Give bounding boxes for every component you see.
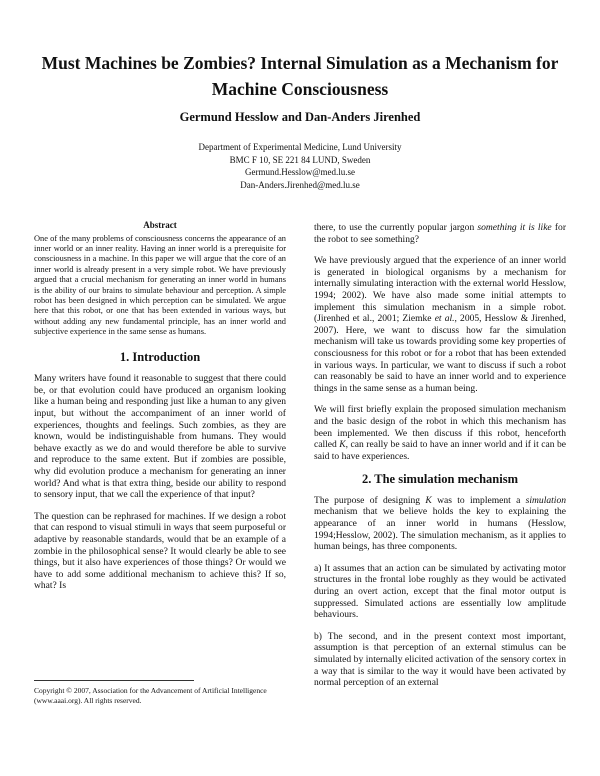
copyright-text: Copyright © 2007, Association for the Advancement of Artificial Intelligence (www.aaai.org). All rights reserved. <box>34 686 267 705</box>
abstract-text: One of the many problems of consciousness concerns the appearance of an inner world or an inner reality. Having an inner world is a prerequisite for consciousness in a machine. In this paper we will argue that the core of an inner world is already present in a very simple robot. We have previously argued that a crucial mechanism for generating an inner world in humans is the ability of our brains to simulate behaviour and perception. A simple robot has been designed in which perception can be simulated. We argue here that this robot, or one that has been extended in various ways, but without adding any new fundamental principle, has an inner world and subjective experience in the same sense as humans. <box>34 233 286 337</box>
footnote-rule <box>34 680 194 681</box>
affiliation-block <box>100 141 500 191</box>
paper-title: Must Machines be Zombies? Internal Simulation as a Mechanism for Machine Consciousness <box>41 53 559 99</box>
left-column <box>34 220 286 602</box>
paragraph: there, to use the currently popular jargon something it is like for the robot to see something? <box>314 222 567 245</box>
paragraph: b) The second, and in the present context most important, assumption is that perception of an external stimulus can be simulated by internally elicited activation of the sensory cortex in a way that is similar to the way it would have been activated by normal perception of an external <box>314 630 566 689</box>
affiliation-line: Department of Experimental Medicine, Lund University <box>198 142 402 152</box>
section-heading-simulation-mechanism: 2. The simulation mechanism <box>361 472 519 487</box>
author-email: Germund.Hesslow@med.lu.se <box>244 167 356 177</box>
paragraph: The purpose of designing K was to implement a simulation mechanism that we believe holds the key to explaining the appearance of an inner world in humans (Hesslow, 1994;Hesslow, 2002). The simulation mechanism, as it applies to human beings, has three components. <box>314 494 566 553</box>
author-email: Dan-Anders.Jirenhed@med.lu.se <box>240 179 360 190</box>
paragraph: The question can be rephrased for machines. If we design a robot that can respond to visual stimuli in ways that seem purposeful or adaptive by reasonable standards, would that be an example of a zombie in the philosophical sense? It would clearly be able to see things, but it also have experiences of those things? Or would we have to add some additional mechanism to achieve this? If so, what? Is <box>34 510 286 592</box>
right-column <box>314 222 566 699</box>
section-heading-introduction: 1. Introduction <box>119 349 201 364</box>
paragraph: a) It assumes that an action can be simulated by activating motor structures in the frontal lobe roughly as they would be activated during an overt action, except that the final motor output is suppressed. Simulated actions are essentially low amplitude behaviours. <box>314 562 566 621</box>
paragraph: Many writers have found it reasonable to suggest that there could be, or that evolution could have produced an organism looking like a human being and responding just like a human to any given input, but without the accompaniment of an inner world of experiences, thoughts and feelings. Such zombies, as they are known, would be indistinguishable from humans. They would behave exactly as we do and would therefore be able to survive and reproduce to the same extent. But if zombies are possible, why did evolution produce a mechanism for generating an inner world? And what is that extra thing, beside our ability to respond to sensory input, that we call the experience of that input? <box>34 373 286 501</box>
authors: Germund Hesslow and Dan-Anders Jirenhed <box>179 110 421 124</box>
paragraph: We will first briefly explain the proposed simulation mechanism and the basic design of the robot in which this mechanism has been implemented. We then discuss if this robot, henceforth called K, can really be said to have an inner world and if it can be said to have experiences. <box>314 404 566 462</box>
paragraph: We have previously argued that the experience of an inner world is generated in biological organisms by a mechanism for internally simulating interaction with the external world Hesslow, 1994; 2002). We have also made some initial attempts to implement this simulation mechanism in a simple robot. (Jirenhed et al., 2001; Ziemke et al., 2005, Hesslow & Jirenhed, 2007). Here, we want to discuss how far the simulation mechanism will take us towards providing some key properties of consciousness for this robot or for a robot that has been extended in various ways. In particular, we want to discuss if such a robot can reasonably be said to have an inner world and to experience things in the same sense as a human being. <box>314 255 566 394</box>
affiliation-line: BMC F 10, SE 221 84 LUND, Sweden <box>229 154 371 165</box>
copyright-footnote <box>34 680 286 705</box>
abstract-heading: Abstract <box>143 220 177 230</box>
